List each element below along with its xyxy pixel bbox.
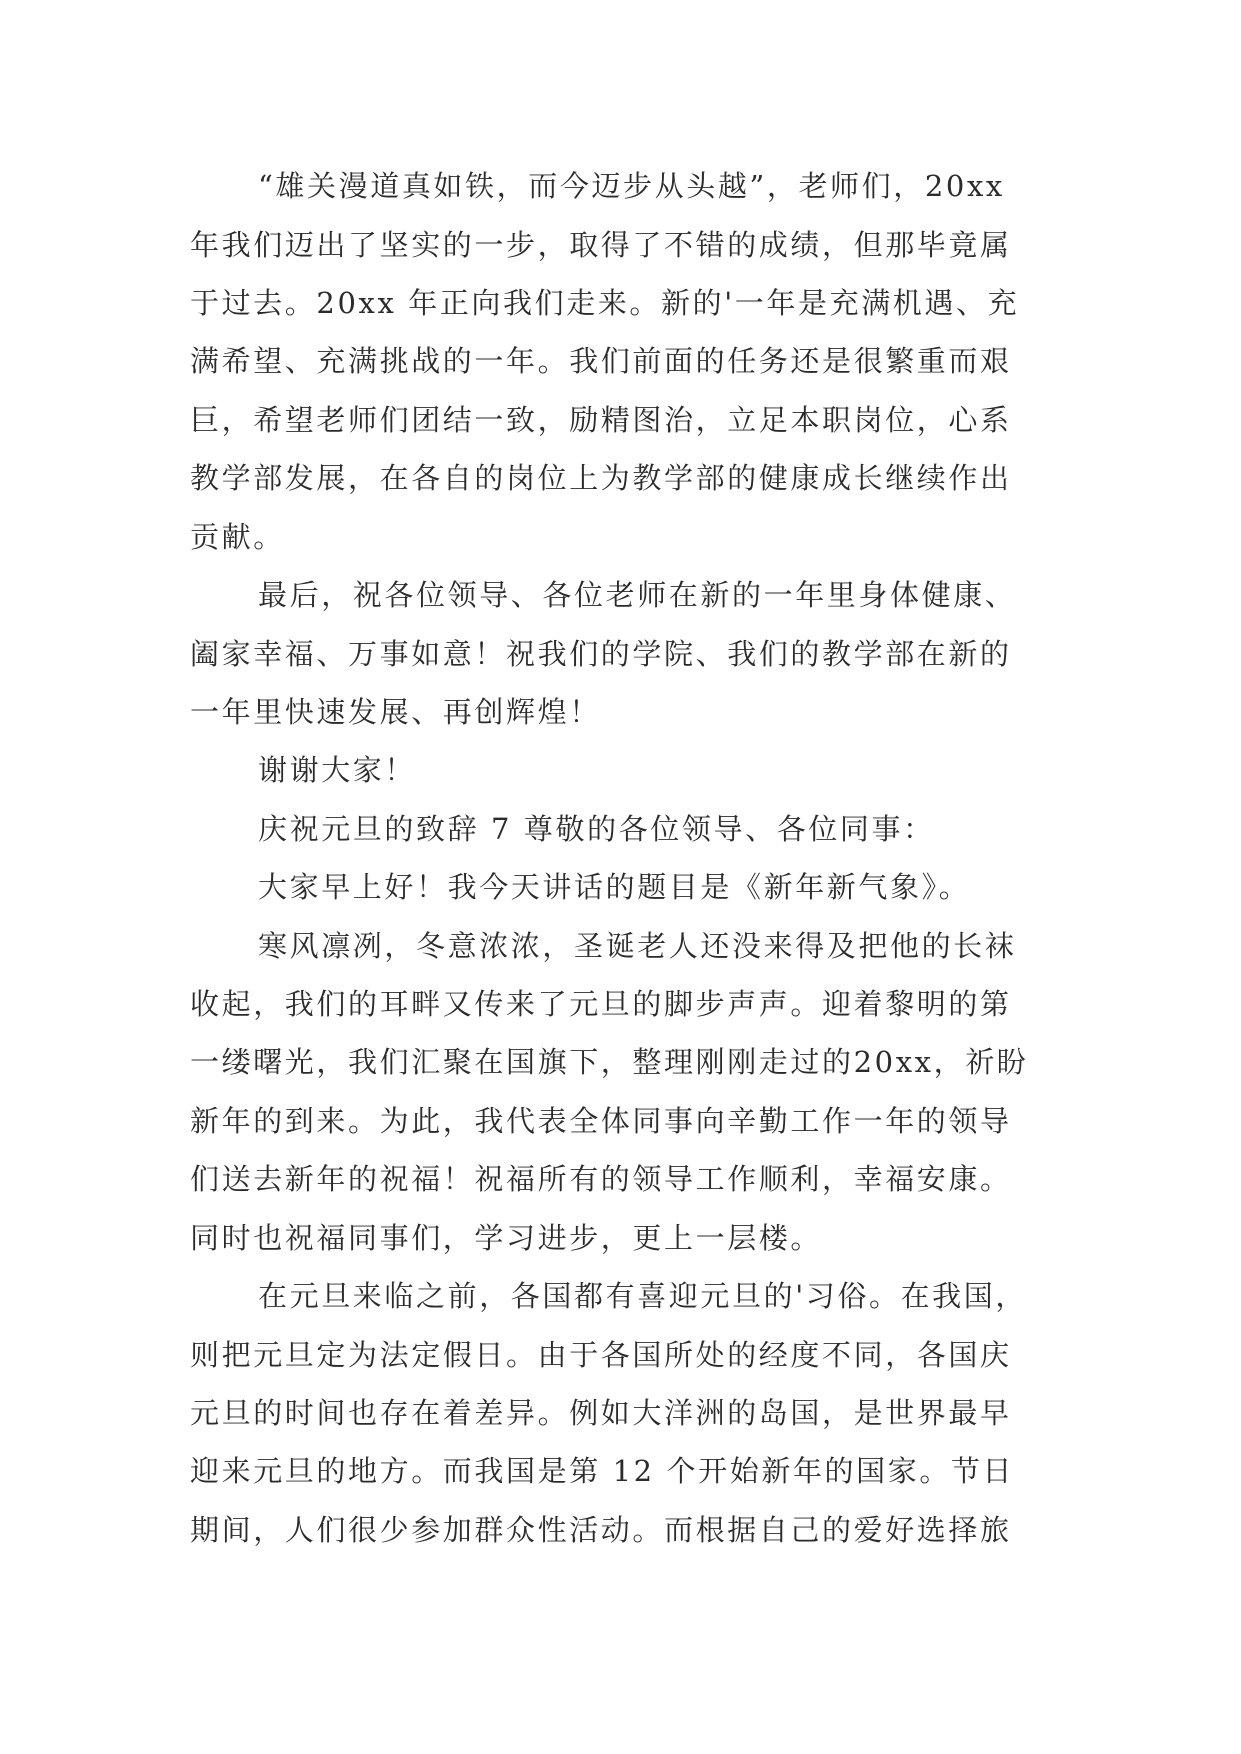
text-line: 元旦的时间也存在着差异。例如大洋洲的岛国，是世界最早 [190,1396,1012,1430]
text-line: 期间，人们很少参加群众性活动。而根据自己的爱好选择旅 [190,1513,1012,1547]
text-line: 寒风凛冽，冬意浓浓，圣诞老人还没来得及把他的长袜 [258,929,1017,963]
text-line: 巨，希望老师们团结一致，励精图治，立足本职岗位，心系 [190,403,1012,437]
text-line: 迎来元旦的地方。而我国是第 12 个开始新年的国家。节日 [190,1454,1015,1488]
text-line: 收起，我们的耳畔又传来了元旦的脚步声声。迎着黎明的第 [190,987,1012,1021]
text-line: 最后，祝各位领导、各位老师在新的一年里身体健康、 [258,578,1017,612]
text-line: 们送去新年的祝福！祝福所有的领导工作顺利，幸福安康。 [190,1162,1012,1196]
text-line: 年我们迈出了坚实的一步，取得了不错的成绩，但那毕竟属 [190,228,1012,262]
text-line: 则把元旦定为法定假日。由于各国所处的经度不同，各国庆 [190,1338,1012,1372]
text-line: 在元旦来临之前，各国都有喜迎元旦的'习俗。在我国， [258,1279,1027,1313]
text-line: 同时也祝福同事们，学习进步，更上一层楼。 [190,1221,823,1255]
text-line: 贡献。 [190,520,285,554]
text-line: 一年里快速发展、再创辉煌！ [190,695,601,729]
text-line: 新年的到来。为此，我代表全体同事向辛勤工作一年的领导 [190,1104,1012,1138]
text-line: 教学部发展，在各自的岗位上为教学部的健康成长继续作出 [190,461,1012,495]
text-line: “雄关漫道真如铁，而今迈步从头越”，老师们，20xx [258,169,1005,203]
text-line: 谢谢大家！ [258,753,417,787]
text-line: 满希望、充满挑战的一年。我们前面的任务还是很繁重而艰 [190,344,1012,378]
text-line: 阖家幸福、万事如意！祝我们的学院、我们的教学部在新的 [190,637,1012,671]
text-line: 大家早上好！我今天讲话的题目是《新年新气象》。 [258,870,971,904]
text-line: 庆祝元旦的致辞 7 尊敬的各位领导、各位同事： [258,812,935,846]
text-line: 一缕曙光，我们汇聚在国旗下，整理刚刚走过的20xx，祈盼 [190,1045,1029,1079]
text-line: 于过去。20xx 年正向我们走来。新的'一年是充满机遇、充 [190,286,1020,320]
